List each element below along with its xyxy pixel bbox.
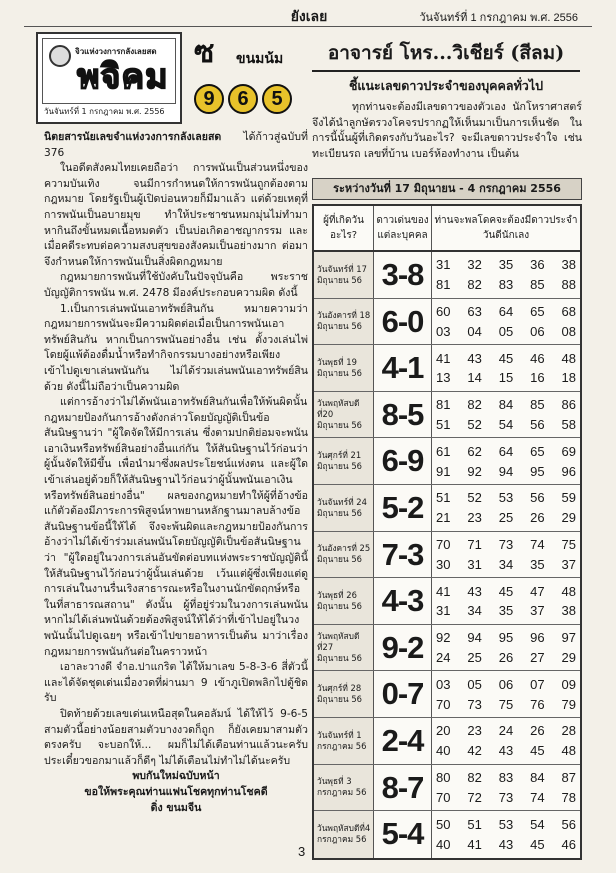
table-row [314, 438, 580, 485]
row-day [314, 765, 374, 811]
lucky-number: 83 [498, 277, 514, 293]
number-line [436, 324, 576, 339]
lucky-number: 60 [436, 303, 451, 319]
number-line [436, 837, 576, 852]
lucky-number: 91 [436, 463, 451, 479]
row-day-name: วันจันทร์ที่ 17 [317, 263, 367, 274]
lucky-number: 45 [498, 350, 514, 366]
lucky-number: 41 [467, 837, 482, 853]
row-day-month: มิถุนายน 56 [317, 321, 362, 332]
row-numbers [432, 438, 580, 484]
row-day-name: วันศุกร์ที่ 21 [317, 450, 362, 461]
row-day-month: มิถุนายน 56 [317, 600, 362, 611]
row-numbers [432, 299, 580, 345]
lucky-number: 53 [498, 816, 514, 832]
lucky-number: 03 [436, 676, 451, 692]
row-day-name: วันอังคารที่ 18 [317, 310, 371, 321]
lucky-number: 54 [498, 416, 514, 432]
lucky-number: 18 [561, 370, 576, 386]
row-star-pair: 0-7 [374, 671, 432, 717]
table-row [314, 345, 580, 392]
lucky-number: 95 [530, 463, 545, 479]
lucky-number: 85 [530, 277, 545, 293]
table-row [314, 392, 580, 439]
lucky-number: 56 [530, 416, 545, 432]
lucky-number: 81 [436, 397, 451, 413]
row-star-pair: 6-0 [374, 299, 432, 345]
lucky-number: 70 [436, 789, 451, 805]
row-day [314, 671, 374, 717]
lucky-number: 48 [561, 743, 576, 759]
lucky-number: 86 [561, 397, 576, 413]
row-day [314, 532, 374, 578]
lucky-number: 51 [436, 416, 451, 432]
article-paragraph: เอาละวางดี จำอ.ปาแกริต ได้ให้มาเลข 5-8-3-6 สี่ตัวนี้ และได้จัดชุดเด่นเมื่องวดที่ผ่านมา 9 เข้าภูเปิดพลิกไปตู้ชิดรับ [44, 661, 308, 705]
lucky-number: 14 [467, 370, 482, 386]
lucky-number: 42 [467, 743, 482, 759]
row-star-pair: 3-8 [374, 252, 432, 298]
lucky-number: 26 [530, 510, 545, 526]
article-paragraph: แต่การอ้างว่าไม่ได้พนันเอาทรัพย์สินกันเพื่อให้พ้นผิดนั้น กฎหมายป้องกันการอ้างดังกล่าวโดยบัญญัติเป็นข้อสันนิษฐานว่า "ผู้ใดจัดให้มีการเล่น ซึ่งตามปกติย่อมจะพนันเอาเงินหรือทรัพย์สินอย่างอื่นแก่กัน ให้สันนิษฐานไว้ก่อนว่าผู้นั้นจัดให้มีขึ้น เพื่อนำมาซึ่งผลประโยชน์แห่งตน และผู้ใดเข้าเล่นอยู่ด้วยก็ให้สันนิษฐานไว้ก่อนว่าผู้นั้นพนันเอาเงินหรือทรัพย์สินอย่างอื่น" ผลของกฎหมายทำให้ผู้ที่อ้างข้อแก้ตัวต้องมีภาระการพิสูจน์หาพยานหลักฐานมาลบล้างข้อสันนิษฐานข้อนี้ให้ได้ จึงจะพ้นผิดและกฎหมายป้องกันการอ้างว่าไม่ได้เข้าร่วมเล่นพนันโดยบัญญัติเป็นข้อสันนิษฐานว่า "ผู้ใดอยู่ในวงการเล่นอันขัดต่อบทแห่งพระราชบัญญัตินี้ให้สันนิษฐานไว้ก่อนว่าผู้นั้นเล่นด้วย เว้นแต่ผู้ซึ่งเพียงแต่ดูการเล่นในงานรื่นเริงสาธารณะหรือในงานนักขัตฤกษ์หรือในที่สาธารณสถาน" ดังนั้น ผู้ที่อยู่ร่วมในวงการเล่นพนันหากไม่ได้เล่นพนันด้วยต้องพิสูจน์ให้ได้ว่าที่เข้าไปอยู่ในวงพนันนั้นไปดูเฉยๆ หรือเข้าไปขายอาหารเป็นต้น มาว่าเรื่องกฎหมายการพนันกันต่อในคราวหน้า [44, 396, 308, 658]
row-numbers [432, 578, 580, 624]
number-line [436, 630, 576, 645]
lucky-number: 70 [436, 696, 451, 712]
article-heading-tail: ได้ก้าวสู่ฉบับที่ 376 [44, 131, 308, 159]
lucky-number: 46 [530, 350, 545, 366]
column-intro: ทุกท่านจะต้องมีเลขดาวของตัวเอง นักโหราศาสตร์จึงได้นำลูกษัตรวงโคจรปรากฏให้เห็นมาเป็นการเห็นชัด ในการนี้นั้นผู้ที่เกิดตรงกับวันอะไร? จะมีเลขดาวประจำใจ เช่น ทะเบียนรถ เลขที่บ้าน เบอร์ห้องทำงาน เป็นต้น [312, 101, 582, 160]
row-day [314, 811, 374, 858]
lucky-number: 69 [561, 443, 576, 459]
row-star-pair: 5-4 [374, 811, 432, 858]
badge-head: ซ [194, 35, 215, 70]
lucky-number: 08 [561, 323, 576, 339]
lucky-number-table [312, 204, 582, 860]
number-line [436, 650, 576, 665]
article-paragraph: ในอดีตสังคมไทยเคยถือว่า การพนันเป็นส่วนหนึ่งของความบันเทิง จนมีการกำหนดให้การพนันถูกต้องตามกฎหมาย โดยรัฐเป็นผู้เปิดบ่อนหวยก็มีมาแล้ว แต่ด้วยเหตุที่การพนันเป็นอบายมุข ทำให้ประชาชนหมกมุ่นไม่ทำมาหากินถึงขั้นหมดเนื้อหมดตัว เป็นบ่อเกิดอาชญากรรม และเมื่อคดีระทบต่อความสงบสุขของสังคมเป็นอย่างมาก ต่อมาจึงกำหนดให้การพนันเป็นสิ่งผิดกฎหมาย [44, 162, 308, 268]
lucky-number: 31 [436, 603, 451, 619]
lucky-number: 61 [436, 443, 451, 459]
article-paragraph: ปิดท้ายด้วยเลขเด่นเหนือสุดในคอลัมน์ ได้ให้ไว้ 9-6-5 สามตัวนี้อย่างน้อยสามตัวบางงวดก็ถูก ก็ยังเคยมาสามตัวตรงครับ จะบอกให้... ผมก็ไม่ได้เตือนท่านแล้วนะครับประเดี๋ยวขอกมาแล้วก็ดีๆ ไม่ได้เตือนไม่ทำไม่ได้นะครับ [44, 707, 308, 767]
lucky-number: 70 [436, 536, 451, 552]
lucky-number: 92 [467, 463, 482, 479]
lucky-number: 92 [436, 630, 451, 646]
lucky-number: 24 [498, 723, 514, 739]
logo-name: พจิคม [77, 57, 169, 97]
page-header-date: วันจันทร์ที่ 1 กรกฎาคม พ.ศ. 2556 [419, 12, 578, 24]
number-line [436, 557, 576, 572]
lucky-number: 43 [467, 583, 482, 599]
lucky-number: 74 [530, 536, 545, 552]
table-row [314, 532, 580, 579]
lucky-number: 72 [467, 789, 482, 805]
article-author: ดิ่ง ขนมจีน [150, 801, 202, 814]
row-day-month: มิถุนายน 56 [317, 554, 362, 565]
lucky-number: 51 [436, 490, 451, 506]
row-numbers [432, 625, 580, 671]
lucky-number: 73 [467, 696, 482, 712]
lucky-number: 95 [498, 630, 514, 646]
lucky-number: 96 [530, 630, 545, 646]
table-row [314, 718, 580, 765]
lucky-number: 24 [436, 649, 451, 665]
lucky-number: 80 [436, 769, 451, 785]
badge-digit: 6 [228, 84, 258, 114]
lucky-number: 21 [436, 510, 451, 526]
lucky-number: 97 [561, 630, 576, 646]
row-numbers [432, 718, 580, 764]
lucky-number: 23 [467, 510, 482, 526]
row-day [314, 625, 374, 671]
lucky-number: 34 [467, 603, 482, 619]
lucky-number: 40 [436, 837, 451, 853]
number-line [436, 603, 576, 618]
number-line [436, 397, 576, 412]
lucky-number: 45 [530, 837, 545, 853]
row-star-pair: 4-1 [374, 345, 432, 391]
row-star-pair: 8-7 [374, 765, 432, 811]
row-star-pair: 5-2 [374, 485, 432, 531]
lucky-number: 26 [498, 649, 514, 665]
table-row [314, 625, 580, 672]
table-row [314, 299, 580, 346]
lucky-number: 47 [530, 583, 545, 599]
number-line [436, 510, 576, 525]
table-row [314, 811, 580, 858]
table-row [314, 671, 580, 718]
lucky-number: 31 [467, 556, 482, 572]
number-line [436, 677, 576, 692]
row-star-pair: 4-3 [374, 578, 432, 624]
table-header-numbers: ท่านจะพลโดคจะต้องมีดาวประจำวันดีนักเลง [434, 215, 578, 241]
row-day-month: มิถุนายน 56 [317, 461, 362, 472]
lucky-number: 76 [530, 696, 545, 712]
lucky-number: 40 [436, 743, 451, 759]
lucky-number: 84 [498, 397, 514, 413]
number-line [436, 490, 576, 505]
lucky-number: 43 [498, 743, 514, 759]
date-range-bar: ระหว่างวันที่ 17 มิถุนายน - 4 กรกฎาคม 2556 [312, 178, 582, 200]
lucky-number: 20 [436, 723, 451, 739]
lucky-number: 23 [467, 723, 482, 739]
lucky-number: 68 [561, 303, 576, 319]
lucky-number: 56 [561, 816, 576, 832]
row-day-name: วันพฤหัสบดีที่20 [317, 398, 360, 420]
lucky-number: 41 [436, 583, 451, 599]
badge-digits [194, 84, 292, 114]
row-numbers [432, 345, 580, 391]
number-line [436, 304, 576, 319]
row-numbers [432, 252, 580, 298]
row-day-name: วันพุธที่ 26 [317, 589, 357, 600]
lucky-number: 41 [436, 350, 451, 366]
lucky-number: 78 [561, 789, 576, 805]
lucky-number: 05 [498, 323, 514, 339]
number-line [436, 817, 576, 832]
logo-org: จิวแห่งวงการกลังเลยสด [75, 47, 157, 56]
number-line [436, 770, 576, 785]
lucky-number: 37 [561, 556, 576, 572]
lucky-number: 38 [561, 603, 576, 619]
row-day [314, 485, 374, 531]
logo-date: วันจันทร์ที่ 1 กรกฎาคม พ.ศ. 2556 [44, 107, 165, 116]
lucky-number: 32 [467, 257, 482, 273]
lucky-number: 65 [530, 303, 545, 319]
row-day [314, 299, 374, 345]
article-paragraph: กฎหมายการพนันที่ใช้บังคับในปัจจุบันคือ พระราชบัญญัติการพนัน พ.ศ. 2478 มีองค์ประกอบความผิด ดังนี้ [44, 271, 308, 299]
lucky-number: 35 [530, 556, 545, 572]
row-day-name: วันศุกร์ที่ 28 [317, 683, 362, 694]
lucky-number: 74 [530, 789, 545, 805]
lucky-number: 06 [530, 323, 545, 339]
row-day [314, 718, 374, 764]
row-day-name: วันจันทร์ที่ 1 [317, 729, 362, 740]
page-number: 3 [298, 844, 306, 859]
lucky-number: 63 [467, 303, 482, 319]
lucky-number: 56 [530, 490, 545, 506]
number-line [436, 370, 576, 385]
lucky-number: 53 [498, 490, 514, 506]
row-numbers [432, 765, 580, 811]
article-paragraph: 1.เป็นการเล่นพนันเอาทรัพย์สินกัน หมายความว่ากฎหมายการพนันจะมีความผิดต่อเมื่อเป็นการพนันเอาทรัพย์สินกัน หากเป็นการพนันอย่างอื่น เช่น ตั้งวงเล่นไพ่โดยผู้แพ้ต้องดื่มน้ำหรือทำกิจกรรมบางอย่างหรือเพียงเข้าไปดูเขาเล่นพนันกัน ไม่ได้ร่วมเล่นพนันเอาทรัพย์สินด้วย ดังนี้ไม่ถือว่าเป็นความผิด [44, 302, 308, 393]
badge-word: ขนมน้ม [236, 51, 284, 67]
logo-frame [42, 38, 176, 104]
lucky-number: 48 [561, 350, 576, 366]
lucky-number-badge [186, 36, 304, 120]
header-divider [24, 26, 592, 27]
lucky-number: 46 [561, 837, 576, 853]
row-day-month: กรกฎาคม 56 [317, 740, 367, 751]
lucky-number: 09 [561, 676, 576, 692]
right-column-header [312, 38, 580, 96]
table-row [314, 485, 580, 532]
row-day-month: มิถุนายน 56 [317, 367, 362, 378]
table-row [314, 765, 580, 812]
lucky-number: 81 [436, 277, 451, 293]
lucky-number: 51 [467, 816, 482, 832]
lucky-number: 06 [498, 676, 514, 692]
number-line [436, 584, 576, 599]
badge-digit: 9 [194, 84, 224, 114]
lucky-number: 31 [436, 257, 451, 273]
lucky-number: 54 [530, 816, 545, 832]
lucky-number: 82 [467, 277, 482, 293]
lucky-number: 37 [530, 603, 545, 619]
lucky-number: 35 [498, 603, 514, 619]
lucky-number: 73 [498, 789, 514, 805]
lucky-number: 75 [561, 536, 576, 552]
lucky-number: 84 [530, 769, 545, 785]
number-line [436, 351, 576, 366]
column-title: อาจารย์ โหร...วิเชียร์ (สีลม) [312, 38, 580, 72]
row-day-name: วันจันทร์ที่ 24 [317, 496, 367, 507]
row-star-pair: 6-9 [374, 438, 432, 484]
row-day [314, 252, 374, 298]
magazine-logo [36, 32, 182, 124]
row-day-month: มิถุนายน 56 [317, 420, 362, 431]
lucky-number: 43 [467, 350, 482, 366]
lucky-number: 43 [498, 837, 514, 853]
number-line [436, 444, 576, 459]
lucky-number: 82 [467, 397, 482, 413]
row-day-month: มิถุนายน 56 [317, 274, 362, 285]
lucky-number: 35 [498, 257, 514, 273]
lucky-number: 28 [561, 723, 576, 739]
lucky-number: 79 [561, 696, 576, 712]
lucky-number: 64 [498, 303, 514, 319]
lucky-number: 34 [498, 556, 514, 572]
lucky-number: 50 [436, 816, 451, 832]
article-sign-line: ขอให้พระคุณท่านแฟนโชคทุกท่านโชคดี [84, 785, 268, 798]
row-day-month: มิถุนายน 56 [317, 653, 362, 664]
lucky-number: 26 [530, 723, 545, 739]
left-article [44, 130, 308, 816]
row-day-name: วันพฤหัสบดีที่4 [317, 823, 371, 834]
lucky-number: 87 [561, 769, 576, 785]
lucky-number: 45 [498, 583, 514, 599]
number-line [436, 723, 576, 738]
lucky-number: 05 [467, 676, 482, 692]
lucky-number: 62 [467, 443, 482, 459]
lucky-number: 65 [530, 443, 545, 459]
lucky-number: 36 [530, 257, 545, 273]
lucky-number: 25 [467, 649, 482, 665]
lucky-number: 16 [530, 370, 545, 386]
lucky-number: 71 [467, 536, 482, 552]
row-star-pair: 9-2 [374, 625, 432, 671]
row-day-month: กรกฎาคม 56 [317, 787, 367, 798]
column-subtitle: ชี้แนะเลขดาวประจำของบุคคลทั่วไป [348, 78, 544, 93]
lucky-number: 30 [436, 556, 451, 572]
row-numbers [432, 532, 580, 578]
row-numbers [432, 392, 580, 438]
number-line [436, 464, 576, 479]
lucky-number: 13 [436, 370, 451, 386]
number-line [436, 277, 576, 292]
lucky-number: 04 [467, 323, 482, 339]
row-day [314, 438, 374, 484]
row-numbers [432, 811, 580, 858]
lucky-number: 48 [561, 583, 576, 599]
lucky-number: 94 [467, 630, 482, 646]
lucky-number: 73 [498, 536, 514, 552]
lucky-number: 25 [498, 510, 514, 526]
article-heading [44, 130, 308, 161]
lucky-number: 58 [561, 416, 576, 432]
row-day [314, 578, 374, 624]
row-star-pair: 7-3 [374, 532, 432, 578]
lucky-number: 96 [561, 463, 576, 479]
lucky-number: 64 [498, 443, 514, 459]
row-day-name: วันพฤหัสบดีที่27 [317, 631, 360, 653]
lucky-number: 85 [530, 397, 545, 413]
number-line [436, 257, 576, 272]
article-heading-text: นิตยสารนัยเลขจำแห่งวงการกลังเลยสด [44, 131, 222, 143]
row-day [314, 345, 374, 391]
table-header-pair: ดาวเด่นของแต่ละบุคคล [374, 206, 432, 250]
number-line [436, 417, 576, 432]
lucky-number: 29 [561, 510, 576, 526]
emblem-icon [49, 45, 71, 67]
table-header-day: ผู้ที่เกิดวันอะไร? [314, 206, 374, 250]
lucky-number: 07 [530, 676, 545, 692]
lucky-number: 88 [561, 277, 576, 293]
number-line [436, 697, 576, 712]
row-day-month: มิถุนายน 56 [317, 507, 362, 518]
lucky-number: 38 [561, 257, 576, 273]
table-row [314, 578, 580, 625]
lucky-number: 59 [561, 490, 576, 506]
lucky-number: 75 [498, 696, 514, 712]
table-body [314, 252, 580, 858]
lucky-number: 15 [498, 370, 514, 386]
lucky-number: 82 [467, 769, 482, 785]
row-day-name: วันอังคารที่ 25 [317, 543, 371, 554]
article-sign-line: พบกันใหม่ฉบับหน้า [132, 770, 220, 783]
row-day-month: มิถุนายน 56 [317, 694, 362, 705]
row-numbers [432, 671, 580, 717]
lucky-number: 27 [530, 649, 545, 665]
lucky-number: 29 [561, 649, 576, 665]
number-line [436, 743, 576, 758]
row-day-month: กรกฎาคม 56 [317, 834, 367, 845]
row-day [314, 392, 374, 438]
row-day-name: วันพุธที่ 19 [317, 356, 357, 367]
row-star-pair: 8-5 [374, 392, 432, 438]
number-line [436, 537, 576, 552]
badge-digit: 5 [262, 84, 292, 114]
table-row [314, 252, 580, 299]
row-numbers [432, 485, 580, 531]
lucky-number: 83 [498, 769, 514, 785]
lucky-number: 94 [498, 463, 514, 479]
row-star-pair: 2-4 [374, 718, 432, 764]
lucky-number: 03 [436, 323, 451, 339]
lucky-number: 52 [467, 416, 482, 432]
number-line [436, 790, 576, 805]
lucky-number: 45 [530, 743, 545, 759]
table-header [314, 206, 580, 252]
row-day-name: วันพุธที่ 3 [317, 776, 352, 787]
lucky-number: 52 [467, 490, 482, 506]
page-header-title: ยังเลย [290, 9, 328, 25]
